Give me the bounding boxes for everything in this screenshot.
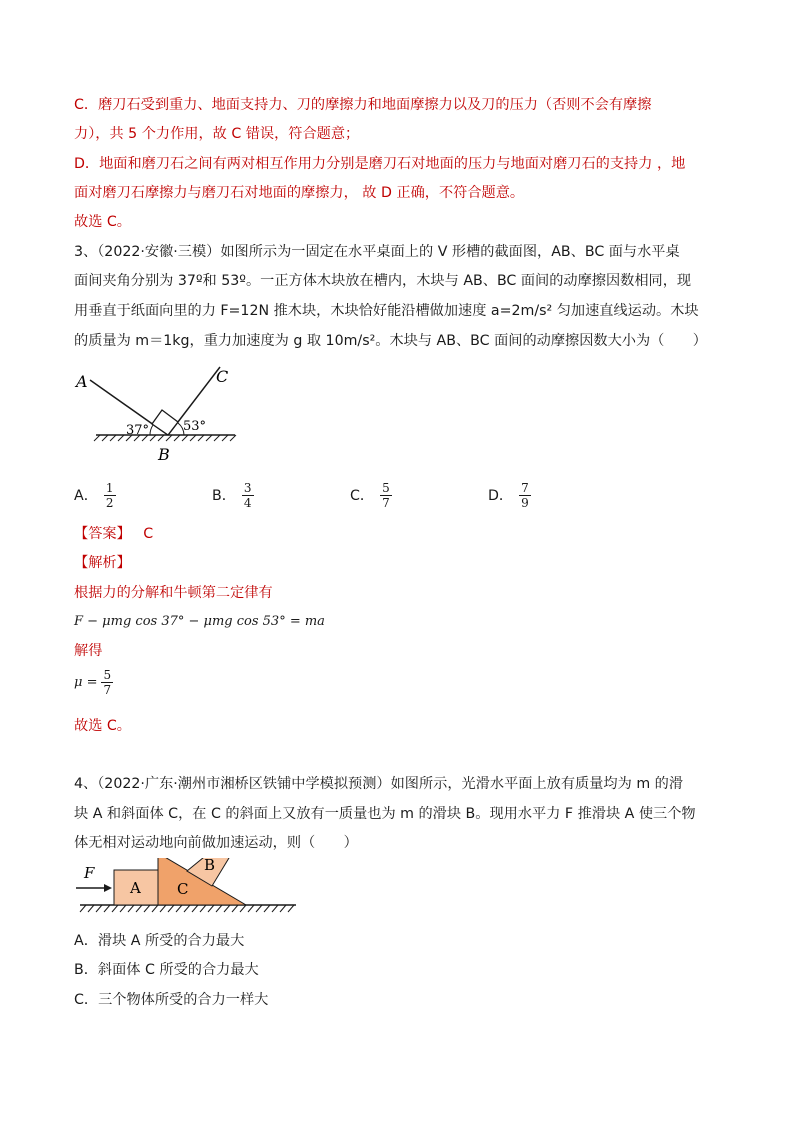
q3-option-a-letter: A． bbox=[74, 488, 98, 504]
q3-mu-result bbox=[74, 668, 113, 697]
q3-angle-left-label: 37° bbox=[126, 423, 150, 438]
q3-angle-right-label: 53° bbox=[183, 419, 207, 434]
q4-ground-hatch bbox=[80, 905, 294, 912]
q3-option-b-fraction: $\frac{3}{4}$ bbox=[243, 480, 252, 510]
q4-label-f: F bbox=[84, 864, 95, 882]
explanation-d-line1: D．地面和磨刀石之间有两对相互作用力分别是磨刀石对地面的压力与地面对磨刀石的支持力 ，地 bbox=[74, 156, 686, 172]
q3-option-d-letter: D． bbox=[488, 488, 514, 504]
q3-line1: 3、（2022·安徽·三模）如图所示为一固定在水平桌面上的 V 形槽的截面图，AB、BC 面与水平桌 bbox=[74, 244, 680, 260]
q3-answer-label: 【答案】 bbox=[74, 526, 131, 542]
q3-line2: 面间夹角分别为 37º和 53º。一正方体木块放在槽内，木块与 AB、BC 面间的动摩擦因数相同，现 bbox=[74, 273, 692, 289]
q3-answer bbox=[74, 524, 153, 544]
q3-conclusion: 故选 C。 bbox=[74, 718, 131, 734]
q4-line1: 4、（2022·广东·潮州市湘桥区铁铺中学模拟预测）如图所示，光滑水平面上放有质量均为 m 的滑 bbox=[74, 776, 684, 792]
q3-option-a bbox=[74, 476, 116, 514]
q4-line3: 体无相对运动地向前做加速运动，则（ ） bbox=[74, 835, 358, 851]
q3-wooden-block bbox=[152, 410, 178, 435]
q3-answer-value: C bbox=[143, 526, 154, 542]
q3-line4: 的质量为 m＝1kg，重力加速度为 g 取 10m/s²。木块与 AB、BC 面间的动摩擦因数大小为（ ） bbox=[74, 333, 707, 349]
q4-option-b: B．斜面体 C 所受的合力最大 bbox=[74, 962, 259, 978]
q4-force-arrowhead bbox=[104, 884, 112, 892]
q4-blocks-figure bbox=[74, 858, 300, 924]
q4-label-c: C bbox=[177, 880, 189, 898]
q3-option-c bbox=[350, 476, 392, 514]
q3-option-b bbox=[212, 476, 254, 514]
q4-label-a: A bbox=[130, 879, 141, 897]
q3-option-c-letter: C． bbox=[350, 488, 375, 504]
q3-mu-label: μ = bbox=[74, 674, 98, 690]
q3-mu-fraction: $\frac{5}{7}$ bbox=[103, 668, 112, 697]
explanation-c-line2: 力），共 5 个力作用，故 C 错误，符合题意； bbox=[74, 126, 360, 142]
q4-line2: 块 A 和斜面体 C，在 C 的斜面上又放有一质量也为 m 的滑块 B。现用水平力 F 推滑块 A 使三个物 bbox=[74, 806, 696, 822]
q3-option-d bbox=[488, 476, 531, 514]
q3-label-b: B bbox=[158, 445, 170, 464]
q3-angle-arc-left bbox=[150, 425, 153, 435]
explanation-c-line1: C．磨刀石受到重力、地面支持力、刀的摩擦力和地面摩擦力以及刀的压力（否则不会有摩擦 bbox=[74, 97, 652, 113]
q3-line3: 用垂直于纸面向里的力 F=12N 推木块，木块恰好能沿槽做加速度 a=2m/s² 匀加速直线运动。木块 bbox=[74, 303, 699, 319]
q3-analysis-text: 根据力的分解和牛顿第二定律有 bbox=[74, 585, 273, 601]
explanation-conclusion: 故选 C。 bbox=[74, 214, 131, 230]
q3-equation: F − μmg cos 37° − μmg cos 53° = ma bbox=[74, 614, 325, 629]
q3-option-d-fraction: $\frac{7}{9}$ bbox=[521, 480, 529, 510]
q3-analysis-label: 【解析】 bbox=[74, 555, 131, 571]
q3-label-c: C bbox=[216, 367, 229, 386]
q3-option-b-letter: B． bbox=[212, 488, 236, 504]
q4-option-a: A．滑块 A 所受的合力最大 bbox=[74, 933, 245, 949]
q3-label-a: A bbox=[76, 372, 88, 391]
explanation-d-line2: 面对磨刀石摩擦力与磨刀石对地面的摩擦力， 故 D 正确，不符合题意。 bbox=[74, 185, 525, 201]
q4-option-c: C．三个物体所受的合力一样大 bbox=[74, 992, 269, 1008]
q3-ground-hatch bbox=[94, 435, 236, 441]
q4-label-b: B bbox=[204, 858, 216, 874]
q3-option-c-fraction: $\frac{5}{7}$ bbox=[382, 480, 390, 510]
q3-option-a-fraction: $\frac{1}{2}$ bbox=[105, 480, 114, 510]
q3-v-groove-figure bbox=[70, 360, 240, 465]
q3-solve-label: 解得 bbox=[74, 643, 103, 659]
